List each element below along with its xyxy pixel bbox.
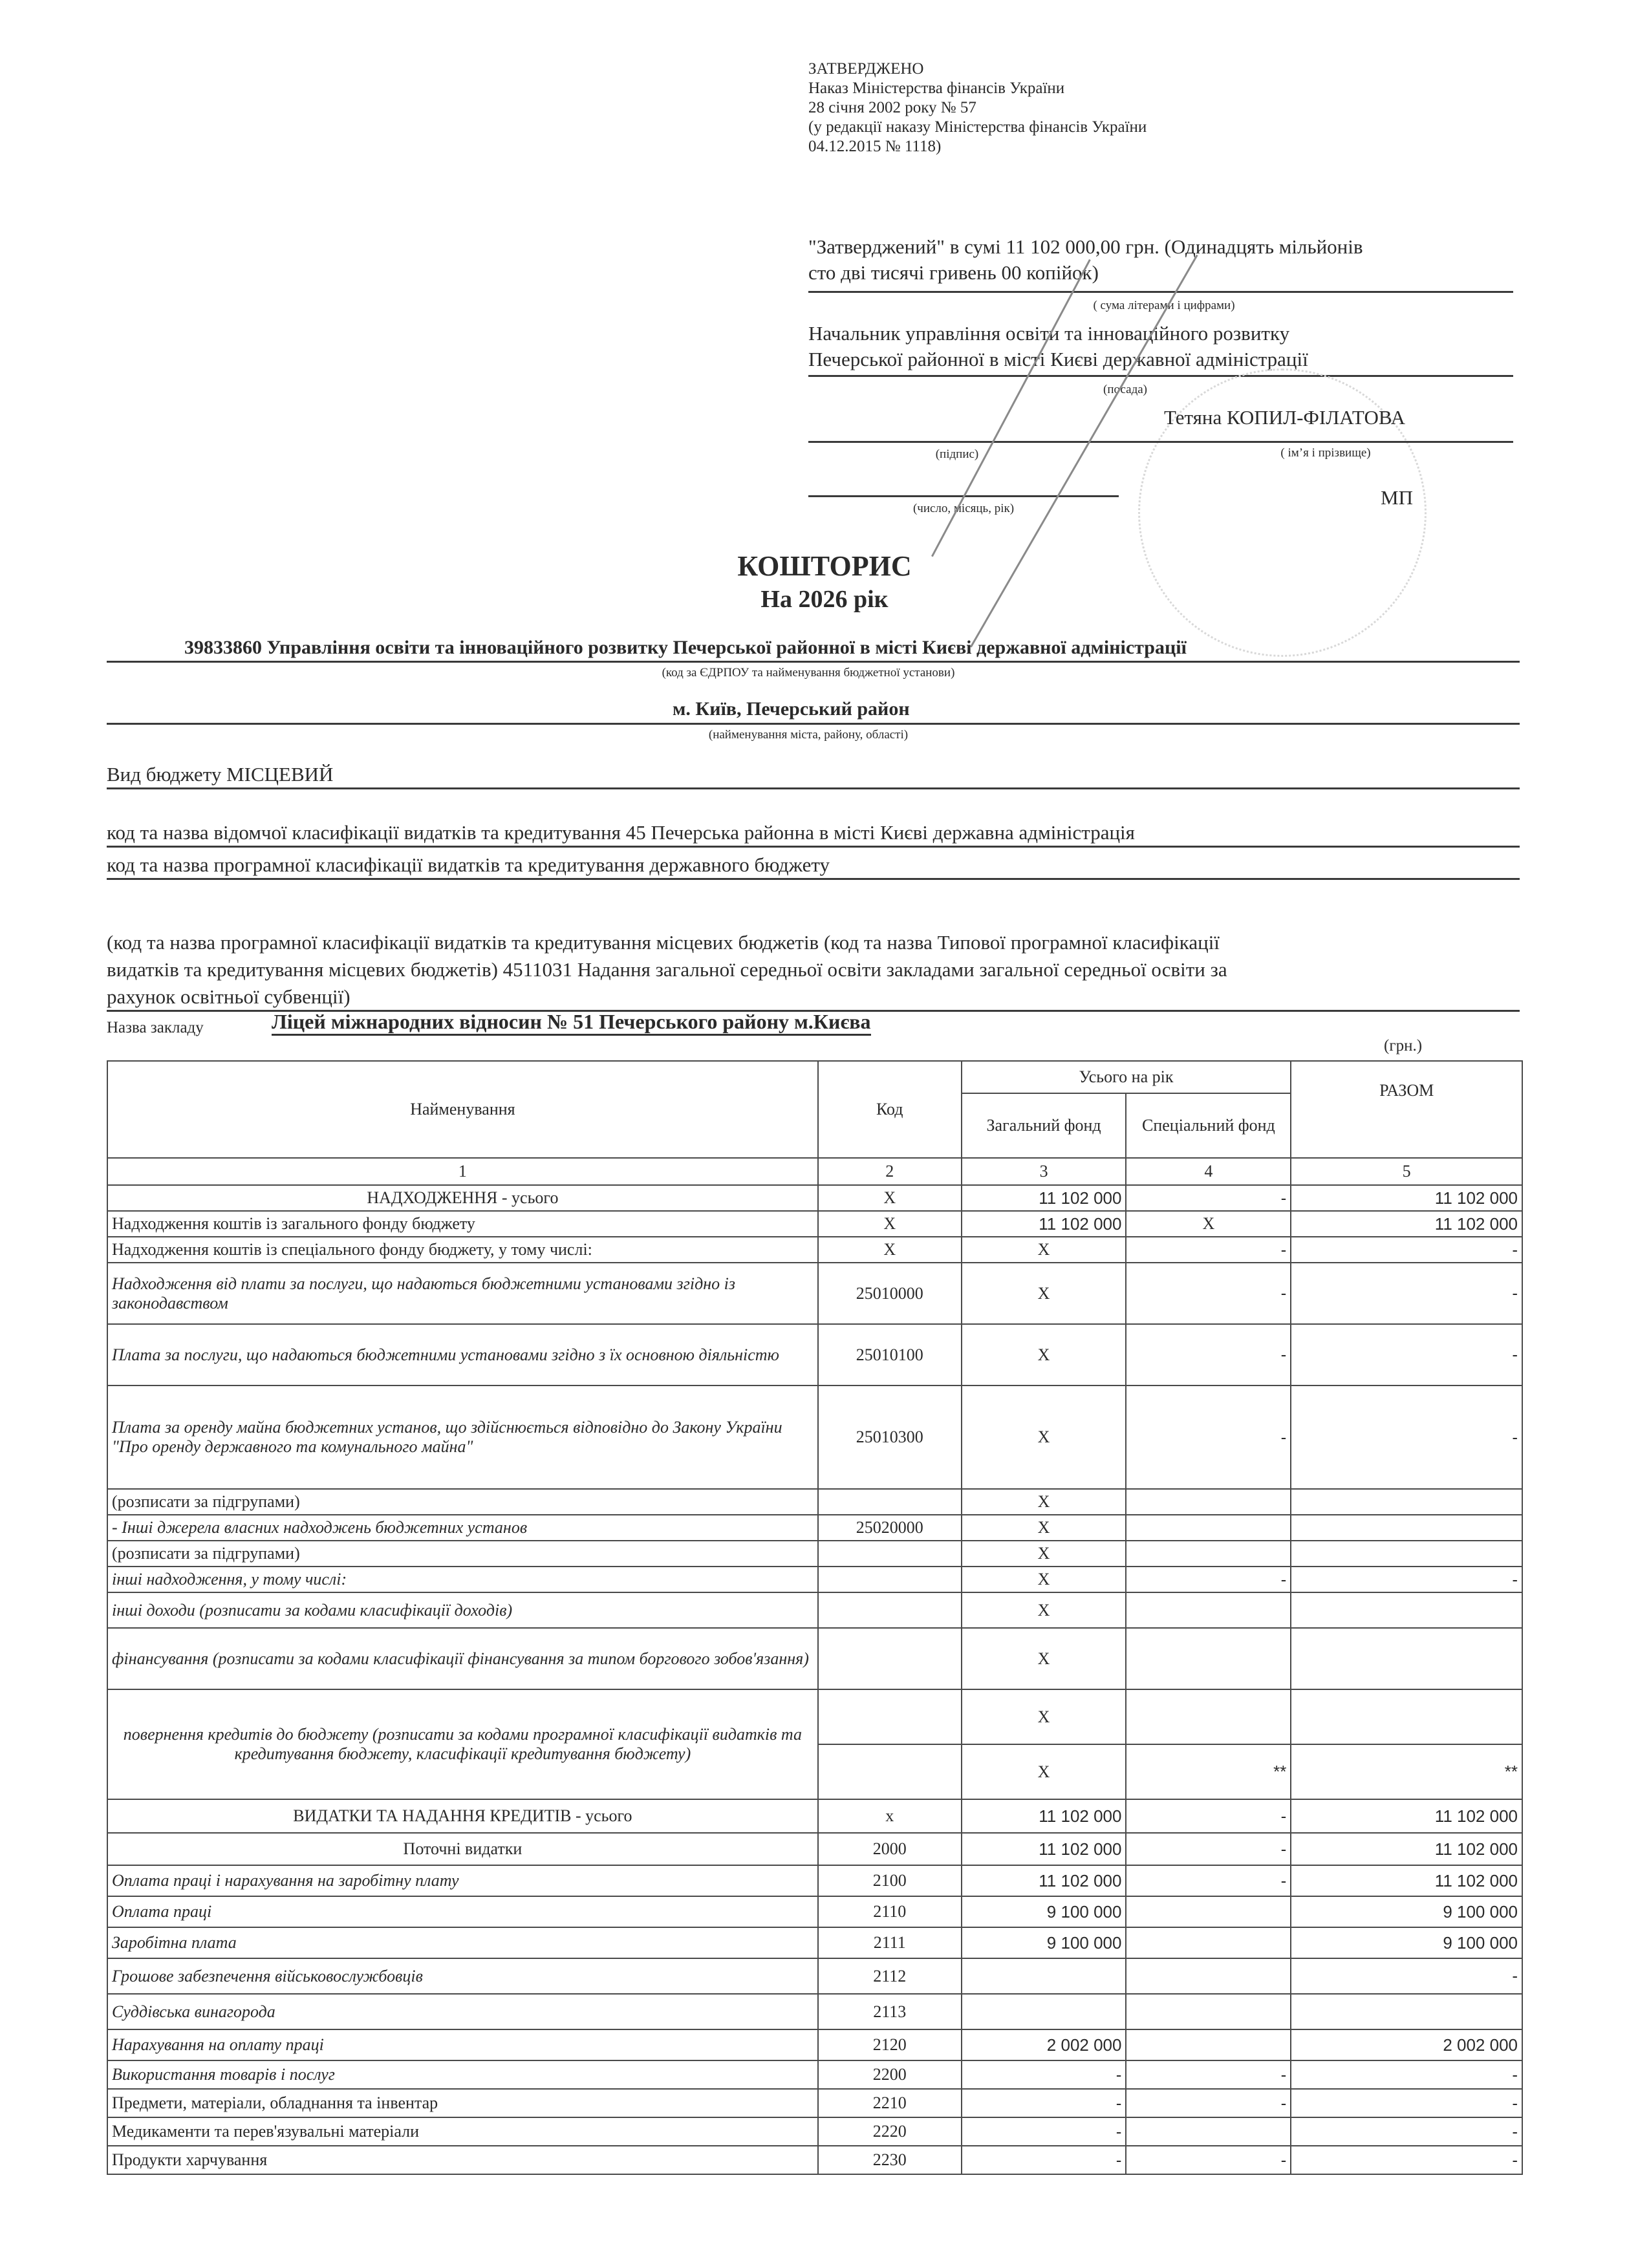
row-total: 11 102 000 [1291, 1185, 1522, 1211]
row-code [818, 1541, 962, 1567]
table-row [107, 1211, 1522, 1237]
row-total: - [1291, 1324, 1522, 1385]
row-total [1291, 1628, 1522, 1689]
row-name: Надходження від плати за послуги, що надаються бюджетними установами згідно із законодавством [107, 1263, 818, 1324]
table-row [107, 1385, 1522, 1489]
table-row [107, 1263, 1522, 1324]
header-code: Код [818, 1061, 962, 1158]
row-general: 9 100 000 [962, 1927, 1126, 1958]
row-code [818, 1628, 962, 1689]
row-general: X [962, 1515, 1126, 1541]
col-number: 2 [818, 1158, 962, 1185]
currency-note: (грн.) [1384, 1037, 1423, 1054]
row-special: - [1126, 1833, 1291, 1865]
row-special: - [1126, 2089, 1291, 2117]
row-total: 11 102 000 [1291, 1799, 1522, 1833]
date-caption: (число, місяць, рік) [912, 502, 1015, 515]
row-code: 2220 [818, 2117, 962, 2146]
table-row [107, 2029, 1522, 2060]
table-row [107, 1994, 1522, 2029]
approval-line: Наказ Міністерства фінансів України [808, 80, 1065, 97]
approval-stamp-text [808, 59, 1147, 156]
row-total [1291, 1515, 1522, 1541]
row-total [1291, 1592, 1522, 1628]
row-name: Медикаменти та перев'язувальні матеріали [107, 2117, 818, 2146]
row-special: - [1126, 1237, 1291, 1263]
row-name: Нарахування на оплату праці [107, 2029, 818, 2060]
row-general: X [962, 1567, 1126, 1592]
signatory-name: Тетяна КОПИЛ-ФІЛАТОВА [1164, 406, 1405, 429]
row-general: X [962, 1744, 1126, 1799]
row-name: Поточні видатки [107, 1833, 818, 1865]
table-row [107, 1958, 1522, 1994]
row-code: X [818, 1237, 962, 1263]
header-general-fund: Загальний фонд [962, 1093, 1126, 1158]
table-row [107, 1515, 1522, 1541]
row-code: 25010100 [818, 1324, 962, 1385]
facility-name: Ліцей міжнародних відносин № 51 Печерського району м.Києва [272, 1010, 871, 1036]
name-caption: ( ім’я і прізвище) [1280, 446, 1371, 460]
row-name: Плата за послуги, що надаються бюджетними установами згідно з їх основною діяльністю [107, 1324, 818, 1385]
departmental-classification: код та назва відомчої класифікації видатків та кредитування 45 Печерська районна в місті Києві державна адміністрація [107, 821, 1135, 844]
row-code: 2112 [818, 1958, 962, 1994]
row-special: X [1126, 1211, 1291, 1237]
row-code: 2113 [818, 1994, 962, 2029]
row-special: - [1126, 1799, 1291, 1833]
row-code: 2100 [818, 1865, 962, 1896]
row-code: X [818, 1211, 962, 1237]
row-code: 25020000 [818, 1515, 962, 1541]
row-total: - [1291, 1958, 1522, 1994]
row-special [1126, 1628, 1291, 1689]
row-code [818, 1489, 962, 1515]
row-special [1126, 1958, 1291, 1994]
row-total: - [1291, 2060, 1522, 2089]
row-name: Продукти харчування [107, 2146, 818, 2174]
row-code [818, 1744, 962, 1799]
divider [107, 661, 1520, 663]
position-line-2: Печерської районної в місті Києві державної адміністрації [808, 348, 1308, 370]
row-special: - [1126, 1324, 1291, 1385]
program-state: код та назва програмної класифікації видатків та кредитування державного бюджету [107, 853, 830, 876]
row-general: X [962, 1689, 1126, 1744]
row-special [1126, 1489, 1291, 1515]
row-code [818, 1689, 962, 1744]
row-total: - [1291, 2117, 1522, 2146]
table-row [107, 1628, 1522, 1689]
row-name: НАДХОДЖЕННЯ - усього [107, 1185, 818, 1211]
row-total [1291, 1541, 1522, 1567]
row-total: - [1291, 1263, 1522, 1324]
row-special [1126, 1689, 1291, 1744]
row-total: 11 102 000 [1291, 1833, 1522, 1865]
row-special: ** [1126, 1744, 1291, 1799]
table-row [107, 1833, 1522, 1865]
facility-label: Назва закладу [107, 1019, 204, 1036]
row-name: Заробітна плата [107, 1927, 818, 1958]
row-general: 11 102 000 [962, 1185, 1126, 1211]
row-general: X [962, 1237, 1126, 1263]
approval-line: ЗАТВЕРДЖЕНО [808, 60, 924, 78]
table-row [107, 1567, 1522, 1592]
table-row [107, 1541, 1522, 1567]
row-general: 2 002 000 [962, 2029, 1126, 2060]
row-special: - [1126, 1865, 1291, 1896]
divider [808, 441, 1513, 443]
table-row [107, 1489, 1522, 1515]
row-general: X [962, 1541, 1126, 1567]
table-row [107, 2117, 1522, 2146]
institution-caption: (код за ЄДРПОУ та найменування бюджетної установи) [662, 666, 955, 679]
row-name: Плата за оренду майна бюджетних установ, що здійснюється відповідно до Закону України "Про оренду державного та комунального майна" [107, 1385, 818, 1489]
row-special [1126, 2117, 1291, 2146]
row-total: 9 100 000 [1291, 1896, 1522, 1927]
table-row [107, 1324, 1522, 1385]
sum-caption: ( сума літерами і цифрами) [1093, 299, 1235, 312]
row-general: X [962, 1592, 1126, 1628]
seal-label: МП [1381, 486, 1413, 509]
col-number: 1 [107, 1158, 818, 1185]
row-name: інші доходи (розписати за кодами класифікації доходів) [107, 1592, 818, 1628]
institution-name: 39833860 Управління освіти та інноваційного розвитку Печерської районної в місті Києві державної адміністрації [184, 637, 1187, 658]
budget-table [107, 1060, 1523, 2175]
row-general: - [962, 2060, 1126, 2089]
row-total [1291, 1689, 1522, 1744]
header-total: РАЗОМ [1291, 1061, 1522, 1158]
row-general: X [962, 1385, 1126, 1489]
table-row [107, 1896, 1522, 1927]
row-general: X [962, 1628, 1126, 1689]
row-code: 2111 [818, 1927, 962, 1958]
document-subtitle: На 2026 рік [760, 586, 889, 613]
col-number: 3 [962, 1158, 1126, 1185]
row-total: - [1291, 2146, 1522, 2174]
row-name: інші надходження, у тому числі: [107, 1567, 818, 1592]
position-caption: (посада) [1103, 383, 1147, 396]
row-name: Предмети, матеріали, обладнання та інвентар [107, 2089, 818, 2117]
row-total: 2 002 000 [1291, 2029, 1522, 2060]
row-name: Грошове забезпечення військовослужбовців [107, 1958, 818, 1994]
divider [808, 291, 1513, 293]
row-total: 11 102 000 [1291, 1865, 1522, 1896]
table-row [107, 2146, 1522, 2174]
row-special [1126, 2029, 1291, 2060]
row-special: - [1126, 1385, 1291, 1489]
program-local-line-1: (код та назва програмної класифікації видатків та кредитування місцевих бюджетів (код та назва Типової програмної класифікації [107, 931, 1220, 954]
row-general: 11 102 000 [962, 1211, 1126, 1237]
row-general: X [962, 1489, 1126, 1515]
divider [107, 878, 1520, 880]
row-special [1126, 1541, 1291, 1567]
row-code: 2110 [818, 1896, 962, 1927]
row-general: X [962, 1263, 1126, 1324]
approval-line: 28 січня 2002 року № 57 [808, 99, 976, 116]
row-code [818, 1567, 962, 1592]
approval-line: 04.12.2015 № 1118) [808, 138, 942, 155]
row-name: Оплата праці [107, 1896, 818, 1927]
table-row [107, 1799, 1522, 1833]
table-row [107, 1592, 1522, 1628]
row-special [1126, 1994, 1291, 2029]
row-general: 11 102 000 [962, 1799, 1126, 1833]
col-number: 4 [1126, 1158, 1291, 1185]
header-name: Найменування [107, 1061, 818, 1158]
table-row [107, 1689, 1522, 1744]
row-name: ВИДАТКИ ТА НАДАННЯ КРЕДИТІВ - усього [107, 1799, 818, 1833]
table-row [107, 1865, 1522, 1896]
row-name: Надходження коштів із спеціального фонду бюджету, у тому числі: [107, 1237, 818, 1263]
divider [107, 787, 1520, 789]
row-name: Використання товарів і послуг [107, 2060, 818, 2089]
row-total [1291, 1489, 1522, 1515]
divider [107, 723, 1520, 725]
approved-sum-line-2: сто дві тисячі гривень 00 копійок) [808, 261, 1099, 284]
row-general: 9 100 000 [962, 1896, 1126, 1927]
row-code: 2200 [818, 2060, 962, 2089]
row-name: Суддівська винагорода [107, 1994, 818, 2029]
row-special [1126, 1592, 1291, 1628]
approved-sum [808, 234, 1513, 286]
row-special: - [1126, 2060, 1291, 2089]
row-total: - [1291, 1385, 1522, 1489]
approval-line: (у редакції наказу Міністерства фінансів України [808, 118, 1147, 136]
header-special-fund: Спеціальний фонд [1126, 1093, 1291, 1158]
table-row [107, 1185, 1522, 1211]
row-special: - [1126, 1185, 1291, 1211]
divider [808, 375, 1513, 377]
header-year-total: Усього на рік [962, 1061, 1291, 1093]
row-code: 25010300 [818, 1385, 962, 1489]
row-code: 2210 [818, 2089, 962, 2117]
signature-caption: (підпис) [935, 447, 979, 461]
table-row [107, 1237, 1522, 1263]
row-total: - [1291, 1567, 1522, 1592]
row-special: - [1126, 2146, 1291, 2174]
row-general: 11 102 000 [962, 1865, 1126, 1896]
row-special: - [1126, 1567, 1291, 1592]
row-name: Оплата праці і нарахування на заробітну плату [107, 1865, 818, 1896]
row-special [1126, 1515, 1291, 1541]
row-general [962, 1994, 1126, 2029]
row-general: 11 102 000 [962, 1833, 1126, 1865]
row-name: фінансування (розписати за кодами класифікації фінансування за типом боргового зобов'язання) [107, 1628, 818, 1689]
program-local-line-2: видатків та кредитування місцевих бюджетів) 4511031 Надання загальної середньої освіти закладами загальної середньої освіти за [107, 958, 1227, 981]
divider [107, 846, 1520, 848]
row-code: 2230 [818, 2146, 962, 2174]
row-name: повернення кредитів до бюджету (розписати за кодами програмної класифікації видатків та кредитування бюджету, класифікації кредитування бюджету) [107, 1689, 818, 1799]
row-total: 11 102 000 [1291, 1211, 1522, 1237]
table-row [107, 2089, 1522, 2117]
row-special [1126, 1896, 1291, 1927]
row-code: x [818, 1799, 962, 1833]
row-name: Надходження коштів із загального фонду бюджету [107, 1211, 818, 1237]
row-code: 2120 [818, 2029, 962, 2060]
row-code: X [818, 1185, 962, 1211]
budget-type: Вид бюджету МІСЦЕВИЙ [107, 763, 334, 786]
row-general: - [962, 2117, 1126, 2146]
row-code: 2000 [818, 1833, 962, 1865]
row-name: (розписати за підгрупами) [107, 1541, 818, 1567]
row-special [1126, 1927, 1291, 1958]
approved-sum-line-1: "Затверджений" в сумі 11 102 000,00 грн. (Одинадцять мільйонів [808, 235, 1363, 258]
row-total: ** [1291, 1744, 1522, 1799]
table-row [107, 2060, 1522, 2089]
row-general [962, 1958, 1126, 1994]
row-total: - [1291, 1237, 1522, 1263]
program-local-line-3: рахунок освітньої субвенції) [107, 985, 350, 1008]
row-name: (розписати за підгрупами) [107, 1489, 818, 1515]
row-total: - [1291, 2089, 1522, 2117]
city-name: м. Київ, Печерський район [673, 698, 910, 720]
row-general: - [962, 2089, 1126, 2117]
position-line-1: Начальник управління освіти та інноваційного розвитку [808, 322, 1290, 345]
row-code: 25010000 [818, 1263, 962, 1324]
row-total [1291, 1994, 1522, 2029]
row-total: 9 100 000 [1291, 1927, 1522, 1958]
row-name: - Інші джерела власних надходжень бюджетних установ [107, 1515, 818, 1541]
row-general: - [962, 2146, 1126, 2174]
table-row [107, 1927, 1522, 1958]
col-number: 5 [1291, 1158, 1522, 1185]
row-special: - [1126, 1263, 1291, 1324]
city-caption: (найменування міста, району, області) [708, 728, 909, 742]
document-title: КОШТОРИС [737, 550, 912, 582]
row-code [818, 1592, 962, 1628]
row-general: X [962, 1324, 1126, 1385]
